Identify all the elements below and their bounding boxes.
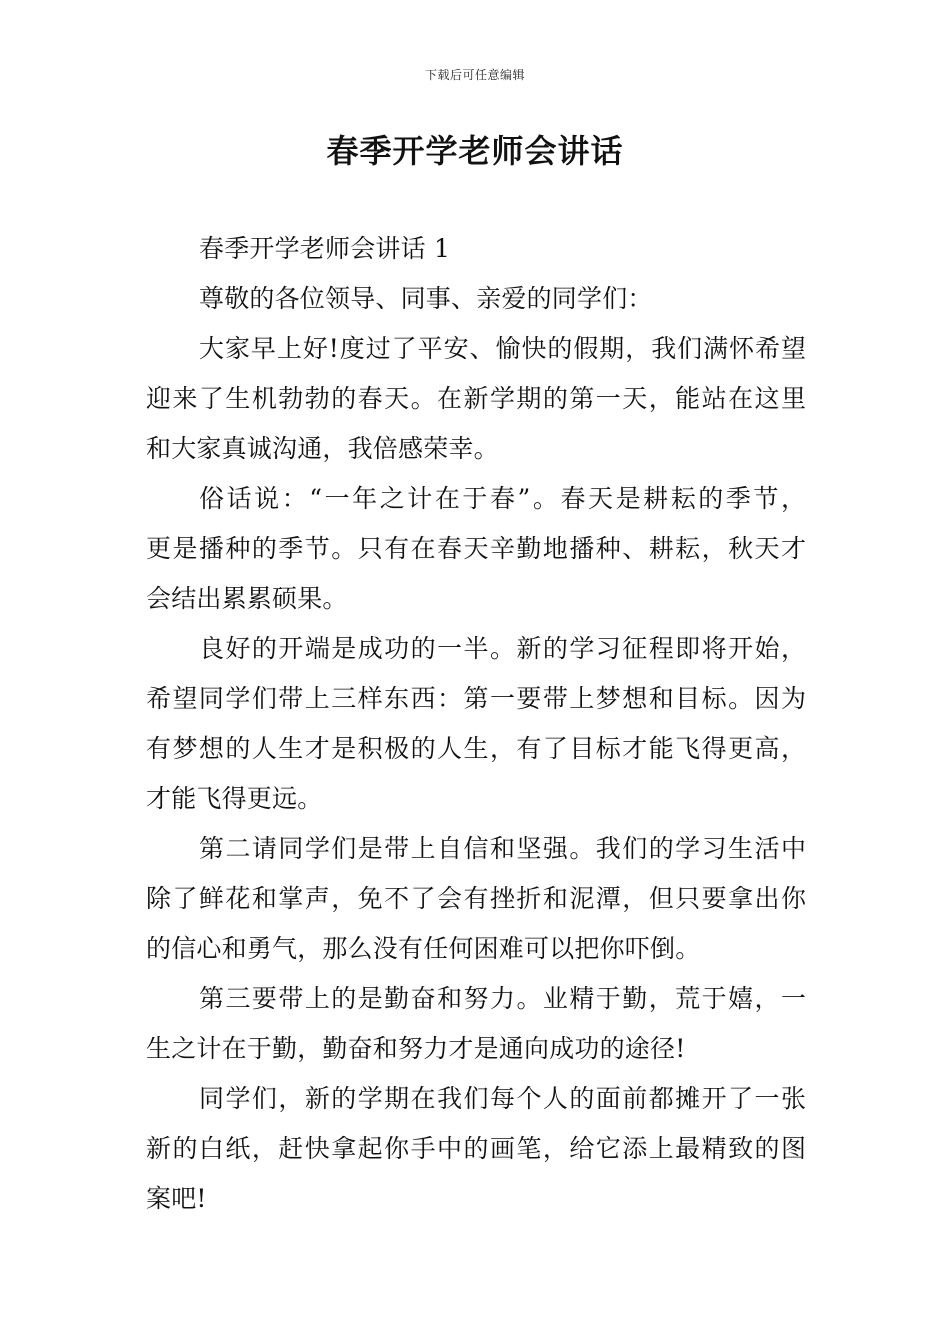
paragraph-line: 迎来了生机勃勃的春天。在新学期的第一天，能站在这里 bbox=[146, 384, 806, 413]
section-subtitle: 春季开学老师会讲话 1 bbox=[199, 234, 451, 263]
paragraph-line: 同学们，新的学期在我们每个人的面前都摊开了一张 bbox=[199, 1084, 806, 1113]
header-note: 下载后可任意编辑 bbox=[424, 68, 525, 82]
paragraph-line: 才能飞得更远。 bbox=[146, 784, 323, 813]
paragraph-line: 希望同学们带上三样东西：第一要带上梦想和目标。因为 bbox=[146, 684, 806, 713]
paragraph-line: 新的白纸，赶快拿起你手中的画笔，给它添上最精致的图 bbox=[146, 1134, 806, 1163]
paragraph-line: 良好的开端是成功的一半。新的学习征程即将开始， bbox=[199, 634, 806, 663]
paragraph-line: 有梦想的人生才是积极的人生，有了目标才能飞得更高， bbox=[146, 734, 806, 763]
paragraph-line: 俗话说：“一年之计在于春”。春天是耕耘的季节， bbox=[199, 484, 806, 513]
paragraph-line: 案吧! bbox=[146, 1184, 207, 1213]
paragraph-line: 第二请同学们是带上自信和坚强。我们的学习生活中 bbox=[199, 834, 806, 863]
paragraph-line: 生之计在于勤，勤奋和努力才是通向成功的途径! bbox=[146, 1034, 686, 1063]
paragraph-2 bbox=[146, 474, 806, 624]
document-body bbox=[146, 224, 806, 1224]
salutation: 尊敬的各位领导、同事、亲爱的同学们： bbox=[199, 284, 653, 313]
paragraph-line: 和大家真诚沟通，我倍感荣幸。 bbox=[146, 434, 499, 463]
paragraph-3 bbox=[146, 624, 806, 824]
paragraph-line: 会结出累累硕果。 bbox=[146, 584, 348, 613]
paragraph-1 bbox=[146, 324, 806, 474]
document-title: 春季开学老师会讲话 bbox=[326, 132, 624, 170]
paragraph-4 bbox=[146, 824, 806, 974]
paragraph-line: 更是播种的季节。只有在春天辛勤地播种、耕耘，秋天才 bbox=[146, 534, 806, 563]
paragraph-line: 大家早上好!度过了平安、愉快的假期，我们满怀希望 bbox=[199, 334, 806, 363]
paragraph-6 bbox=[146, 1074, 806, 1224]
paragraph-line: 除了鲜花和掌声，免不了会有挫折和泥潭，但只要拿出你 bbox=[146, 884, 806, 913]
paragraph-line: 第三要带上的是勤奋和努力。业精于勤，荒于嬉，一 bbox=[199, 984, 806, 1013]
paragraph-line: 的信心和勇气，那么没有任何困难可以把你吓倒。 bbox=[146, 934, 701, 963]
paragraph-5 bbox=[146, 974, 806, 1074]
